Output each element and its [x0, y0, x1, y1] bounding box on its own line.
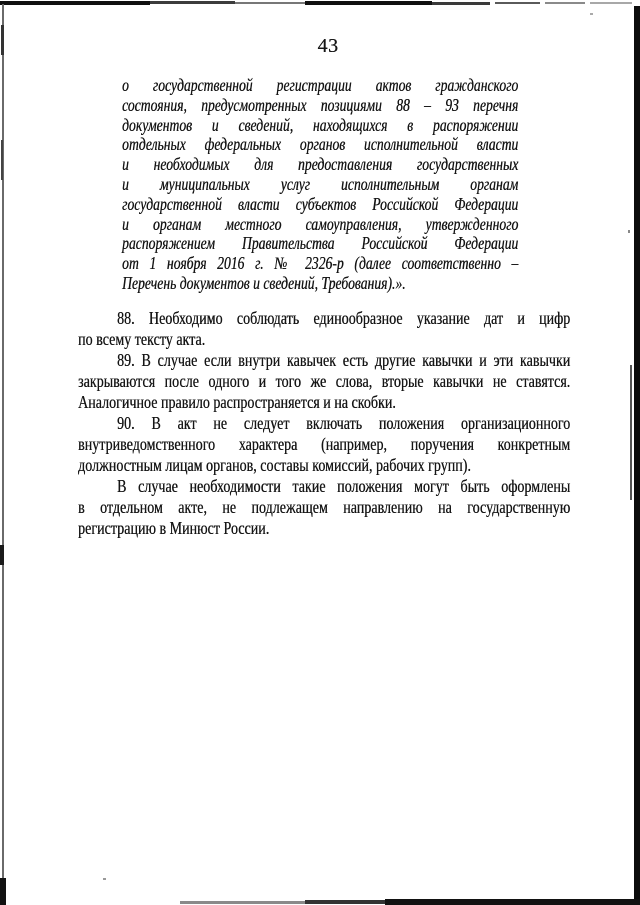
quote-line: государственной власти субъектов Российской Федерации — [122, 193, 519, 214]
body-text — [78, 308, 570, 539]
text-line: 88. Необходимо соблюдать единообразное указание дат и цифр — [117, 308, 571, 328]
quote-line: от 1 ноября 2016 г. № 2326-р (далее соответственно – — [122, 253, 519, 274]
scan-edge-top — [235, 2, 305, 4]
quote-line: о государственной регистрации актов гражданского — [122, 75, 519, 95]
paragraph-90 — [78, 413, 570, 476]
text-line: в отдельном акте, не подлежащем направлению на государственную — [78, 497, 571, 517]
text-line: 89. В случае если внутри кавычек есть другие кавычки и эти кавычки — [117, 350, 571, 370]
scan-edge-left — [1, 140, 3, 180]
scan-edge-bottom — [385, 899, 640, 905]
text-line: закрываются после одного и того же слова, вторые кавычки не ставятся. — [78, 371, 571, 391]
text-line: должностным лицам органов, составы комиссий, рабочих групп). — [78, 455, 471, 475]
text-line: по всему тексту акта. — [78, 329, 206, 349]
scan-edge-left — [1, 25, 4, 55]
quote-block — [122, 76, 518, 294]
scan-edge-right — [634, 6, 640, 905]
quote-line: отдельных федеральных органов исполнительной власти — [122, 134, 519, 155]
text-line: внутриведомственного характера (например, поручения конкретным — [78, 434, 571, 454]
scan-speck — [103, 878, 106, 880]
scan-edge-bottom — [305, 900, 385, 904]
quote-line: и необходимых для предоставления государственных — [122, 154, 519, 175]
text-line: Аналогичное правило распространяется и на скобки. — [78, 392, 396, 412]
text-line: В случае необходимости такие положения могут быть оформлены — [117, 476, 571, 496]
paragraph-89 — [78, 350, 570, 413]
quote-line: и муниципальных услуг исполнительным органам — [122, 173, 519, 194]
quote-line: распоряжением Правительства Российской Федерации — [122, 233, 519, 254]
scan-edge-right — [630, 365, 632, 500]
text-line: регистрацию в Минюст России. — [78, 518, 270, 538]
scan-edge-left — [0, 878, 6, 905]
paragraph-88 — [78, 308, 570, 350]
page-number: 43 — [317, 35, 339, 57]
quote-line: Перечень документов и сведений, Требования).». — [122, 272, 406, 293]
quote-line: состояния, предусмотренных позициями 88 – 93 перечня — [122, 94, 519, 115]
scan-edge-left — [0, 545, 4, 565]
quote-line: и органам местного самоуправления, утвержденного — [122, 213, 519, 234]
scan-edge-top — [545, 2, 585, 4]
text-line: 90. В акт не следует включать положения организационного — [117, 413, 571, 433]
scan-edge-bottom — [180, 901, 305, 904]
scan-edge-top — [590, 2, 632, 4]
scan-edge-top — [432, 2, 490, 5]
scan-edge-top — [495, 2, 540, 4]
quote-line: документов и сведений, находящихся в распоряжении — [122, 114, 519, 135]
scan-edge-left — [2, 4, 4, 901]
scan-speck — [628, 230, 630, 233]
scan-edge-top — [150, 1, 235, 4]
scan-edge-top — [0, 1, 150, 5]
scan-speck — [590, 13, 593, 15]
paragraph-continuation — [78, 476, 570, 539]
scan-edge-top — [305, 1, 432, 5]
